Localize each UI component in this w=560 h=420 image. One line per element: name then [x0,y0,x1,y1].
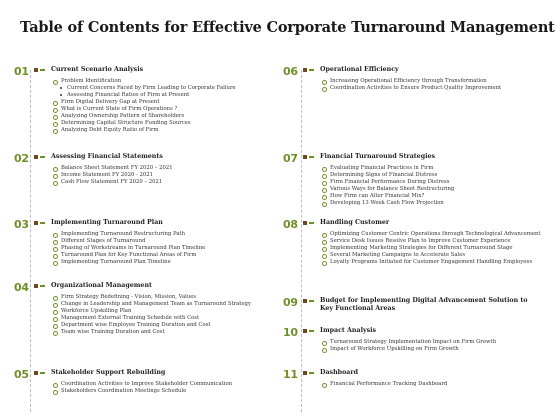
circle-bullet-icon [53,317,58,322]
list-item [322,259,545,266]
list-item [53,92,266,99]
section-header [283,219,545,231]
section-dash-icon [40,222,45,224]
section-header [283,327,545,339]
list-item-text: Different Stages of Turnaround [61,238,146,244]
section-marker-icon [303,221,307,225]
list-item [53,231,266,238]
circle-bullet-icon [322,233,327,238]
right-divider-line [301,70,302,412]
list-item-text: What is Current State of Firm Operations ? [61,106,178,112]
list-item-text: Balance Sheet Statement FY 2020 – 2021 [61,165,173,171]
section-header [283,66,545,78]
section-marker-icon [303,371,307,375]
list-item-text: Analyzing Debt Equity Ratio of Firm [61,127,159,133]
section-header [283,153,545,165]
list-item-text: Implementing Marketing Strategies for Different Turnaround Stage [330,245,513,251]
section-header [14,219,266,231]
section-dash-icon [40,372,45,374]
circle-bullet-icon [322,80,327,85]
circle-bullet-icon [53,233,58,238]
circle-bullet-icon [53,390,58,395]
section-number: 07 [283,152,298,165]
circle-bullet-icon [53,115,58,120]
list-item [53,179,266,186]
section-title: Operational Efficiency [320,66,399,73]
list-item-text: Service Desk Issues Resolve Plan to Improve Customer Experience [330,238,511,244]
section-title: Dashboard [320,369,359,376]
section-header [14,369,266,381]
list-item [322,172,545,179]
list-item-text: Increasing Operational Efficiency through Transformation [330,78,487,84]
list-item [53,259,266,266]
circle-bullet-icon [53,303,58,308]
list-item-text: Several Marketing Campaigns to Accelerate Sales [330,252,466,258]
list-item-text: Analyzing Ownership Pattern of Shareholders [61,113,185,119]
section-header [14,66,266,78]
list-item-text: Department wise Employee Training Duration and Cost [61,322,211,328]
section-dash-icon [309,222,314,224]
list-item-text: Evaluating Financial Practices in Firm [330,165,434,171]
list-item [322,200,545,207]
list-item-text: Firm Strategy Redefining - Vision, Mission, Values [61,294,197,300]
list-item-text: Change in Leadership and Management Team as Turnaround Strategy [61,301,251,307]
toc-section-09 [283,296,545,312]
circle-bullet-icon [53,80,58,85]
list-item [53,308,266,315]
list-item-text: Implementing Turnaround Restructuring Path [61,231,186,237]
section-title: Organizational Management [51,282,152,289]
circle-bullet-icon [53,240,58,245]
section-number: 06 [283,65,298,78]
toc-section-10 [283,326,545,352]
section-dash-icon [309,69,314,71]
list-item [322,78,545,85]
section-title: Impact Analysis [320,327,377,334]
toc-section-06 [283,65,545,91]
circle-bullet-icon [322,195,327,200]
list-item [53,113,266,120]
section-dash-icon [40,285,45,287]
section-marker-icon [303,68,307,72]
section-number: 08 [283,218,298,231]
circle-bullet-icon [53,261,58,266]
section-dash-icon [309,372,314,374]
circle-bullet-icon [53,247,58,252]
list-item [322,245,545,252]
section-number: 11 [283,368,298,381]
section-number: 10 [283,326,298,339]
list-item [322,179,545,186]
section-item-list [322,339,545,353]
circle-bullet-icon [322,254,327,259]
section-dash-icon [309,330,314,332]
section-marker-icon [34,284,38,288]
section-number: 04 [14,281,29,294]
section-dash-icon [309,300,314,302]
toc-section-02 [14,152,266,185]
list-item [53,127,266,134]
list-item-text: Coordination Activities to Improve Stakeholder Communication [61,381,233,387]
section-item-list [322,381,545,388]
list-item-text: Firm Financial Performance During Distress [330,179,450,185]
list-item [53,252,266,259]
section-dash-icon [40,156,45,158]
section-marker-icon [34,221,38,225]
list-item [53,85,266,92]
section-header [14,153,266,165]
section-number: 09 [283,296,298,309]
section-dash-icon [40,69,45,71]
section-number: 02 [14,152,29,165]
circle-bullet-icon [53,174,58,179]
toc-section-04 [14,281,266,335]
section-item-list [322,165,545,207]
filled-bullet-icon [60,87,62,89]
section-marker-icon [303,299,307,303]
list-item [322,339,545,346]
circle-bullet-icon [322,240,327,245]
list-item [53,245,266,252]
list-item-text: Cash Flow Statement FY 2020 – 2021 [61,179,163,185]
circle-bullet-icon [322,181,327,186]
toc-section-03 [14,218,266,265]
toc-section-07 [283,152,545,206]
list-item-text: Income Statement FY 2020 - 2021 [61,172,154,178]
list-item [53,99,266,106]
section-header [14,282,266,294]
list-item [53,322,266,329]
toc-section-11 [283,368,545,387]
circle-bullet-icon [53,181,58,186]
list-item [322,193,545,200]
circle-bullet-icon [322,383,327,388]
circle-bullet-icon [53,108,58,113]
section-number: 01 [14,65,29,78]
circle-bullet-icon [53,310,58,315]
section-marker-icon [303,155,307,159]
list-item-text: Current Concerns Faced by Firm Leading to Corporate Failure [67,85,236,91]
section-title: Assessing Financial Statements [51,153,163,160]
list-item [53,238,266,245]
circle-bullet-icon [322,188,327,193]
list-item-text: Implementing Turnaround Plan Timeline [61,259,171,265]
toc-section-01 [14,65,266,133]
list-item-text: Loyalty Programs Initiated for Customer Engagement Handling Employees [330,259,533,265]
list-item [322,381,545,388]
section-item-list [53,381,266,395]
toc-section-05 [14,368,266,394]
list-item-text: Determining Signs of Financial Distress [330,172,438,178]
circle-bullet-icon [322,348,327,353]
circle-bullet-icon [53,101,58,106]
circle-bullet-icon [53,324,58,329]
circle-bullet-icon [53,331,58,336]
list-item [53,301,266,308]
circle-bullet-icon [53,296,58,301]
list-item-text: Determining Capital Structure Funding Sources [61,120,191,126]
section-item-list [53,78,266,134]
list-item-text: Stakeholders Coordination Meetings Schedule [61,388,187,394]
list-item-text: Phasing of Workstreams in Turnaround Plan Timeline [61,245,206,251]
circle-bullet-icon [322,341,327,346]
left-divider-line [30,70,31,412]
section-marker-icon [303,329,307,333]
list-item [322,231,545,238]
circle-bullet-icon [53,254,58,259]
list-item-text: Financial Performance Tracking Dashboard [330,381,448,387]
circle-bullet-icon [322,261,327,266]
section-title: Implementing Turnaround Plan [51,219,163,226]
section-marker-icon [34,371,38,375]
list-item-text: Assessing Financial Ratios of Firm at Present [67,92,190,98]
list-item-text: Team wise Training Duration and Cost [61,329,165,335]
list-item-text: Developing 13 Week Cash Flow Projection [330,200,444,206]
section-marker-icon [34,68,38,72]
circle-bullet-icon [322,247,327,252]
section-title: Current Scenario Analysis [51,66,144,73]
section-header [283,296,545,312]
section-item-list [53,165,266,186]
circle-bullet-icon [53,167,58,172]
section-header [283,369,545,381]
list-item [322,165,545,172]
section-title: Handling Customer [320,219,390,226]
list-item [322,85,545,92]
list-item-text: Problem Identification [61,78,122,84]
page-title: Table of Contents for Effective Corporate Turnaround Management [20,19,555,36]
section-number: 03 [14,218,29,231]
list-item [322,346,545,353]
section-number: 05 [14,368,29,381]
list-item [53,120,266,127]
list-item [53,381,266,388]
circle-bullet-icon [322,167,327,172]
circle-bullet-icon [53,383,58,388]
list-item-text: Management External Training Schedule with Cost [61,315,200,321]
list-item-text: Various Ways for Balance Sheet Restructuring [330,186,455,192]
filled-bullet-icon [60,94,62,96]
section-marker-icon [34,155,38,159]
list-item [53,106,266,113]
list-item [53,172,266,179]
section-title: Budget for Implementing Digital Advancement Solution to Key Functional Areas [320,297,528,312]
list-item-text: Firm Digital Delivery Gap at Present [61,99,160,105]
list-item-text: Optimizing Customer Centric Operations through Technological Advancement [330,231,541,237]
list-item [322,238,545,245]
section-item-list [53,231,266,266]
circle-bullet-icon [53,122,58,127]
list-item-text: Impact of Workforce Upskilling on Firm Growth [330,346,459,352]
list-item [322,252,545,259]
list-item-text: Turnaround Plan for Key Functional Areas of Firm [61,252,197,258]
list-item [53,329,266,336]
section-title: Financial Turnaround Strategies [320,153,436,160]
list-item [53,388,266,395]
list-item [53,78,266,85]
section-title: Stakeholder Support Rebuilding [51,369,166,376]
circle-bullet-icon [322,87,327,92]
circle-bullet-icon [322,202,327,207]
list-item-text: How Firm can Alter Financial Mix? [330,193,425,199]
list-item [53,165,266,172]
circle-bullet-icon [322,174,327,179]
circle-bullet-icon [53,129,58,134]
list-item [53,294,266,301]
section-item-list [322,78,545,92]
toc-section-08 [283,218,545,265]
section-dash-icon [309,156,314,158]
list-item [53,315,266,322]
list-item [322,186,545,193]
list-item-text: Coordination Activities to Ensure Product Quality Improvement [330,85,502,91]
list-item-text: Workforce Upskilling Plan [61,308,132,314]
section-item-list [322,231,545,266]
section-item-list [53,294,266,336]
list-item-text: Turnaround Strategy Implementation Impact on Firm Growth [330,339,497,345]
